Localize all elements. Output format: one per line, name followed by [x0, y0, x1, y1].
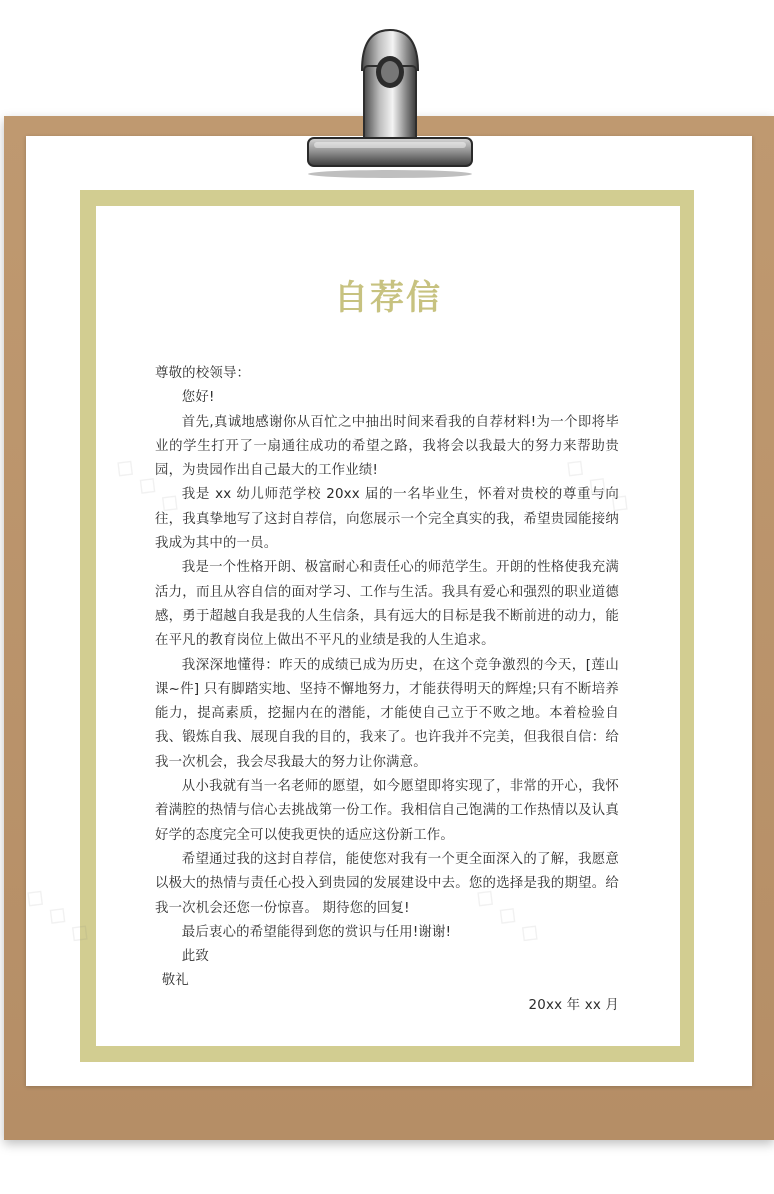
paragraph: 您好!	[181, 390, 215, 406]
letter-title: 自荐信	[334, 278, 442, 318]
binder-clip-icon	[300, 26, 480, 178]
paragraph: 我深深地懂得：昨天的成绩已成为历史，在这个竞争激烈的今天，[莲山 课~件] 只有脚踏实地、坚持不懈地努力，才能获得明天的辉煌;只有不断培养能力，提高素质，挖掘内在的潜能，才能使自己立于不败之地。本着检验自我、锻炼自我、展现自我的目的，我来了。也许我并不完美，但我很自信：给我一次机会，我会尽我最大的努力让你满意。	[155, 657, 619, 770]
letter-date: 20xx 年 xx 月	[528, 997, 619, 1013]
paragraph: 从小我就有当一名老师的愿望，如今愿望即将实现了，非常的开心，我怀着满腔的热情与信心去挑战第一份工作。我相信自己饱满的工作热情以及认真好学的态度完全可以使我更快的适应这份新工作。	[155, 779, 619, 843]
paragraph: 我是 xx 幼儿师范学校 20xx 届的一名毕业生，怀着对贵校的尊重与向往，我真挚地写了这封自荐信，向您展示一个完全真实的我，希望贵园能接纳我成为其中的一员。	[155, 487, 619, 552]
paragraph: 希望通过我的这封自荐信，能使您对我有一个更全面深入的了解，我愿意以极大的热情与责任心投入到贵园的发展建设中去。您的选择是我的期望。给我一次机会还您一份惊喜。 期待您的回复!	[155, 851, 619, 916]
salutation: 尊敬的校领导：	[155, 366, 251, 381]
paragraph: 我是一个性格开朗、极富耐心和责任心的师范学生。开朗的性格使我充满活力，而且从容自信的面对学习、工作与生活。我具有爱心和强烈的职业道德感，勇于超越自我是我的人生信条，具有远大的目标是我不断前进的动力，能在平凡的教育岗位上做出不平凡的业绩是我的人生追求。	[155, 560, 619, 649]
regards: 敬礼	[161, 973, 189, 989]
paragraph: 首先,真诚地感谢你从百忙之中抽出时间来看我的自荐材料!为一个即将毕业的学生打开了一扇通往成功的希望之路，我将会以我最大的努力来帮助贵园，为贵园作出自己最大的工作业绩!	[155, 414, 619, 479]
paragraph: 最后衷心的希望能得到您的赏识与任用!谢谢!	[181, 924, 452, 940]
closing: 此致	[181, 949, 209, 965]
letter-body	[155, 362, 619, 1018]
